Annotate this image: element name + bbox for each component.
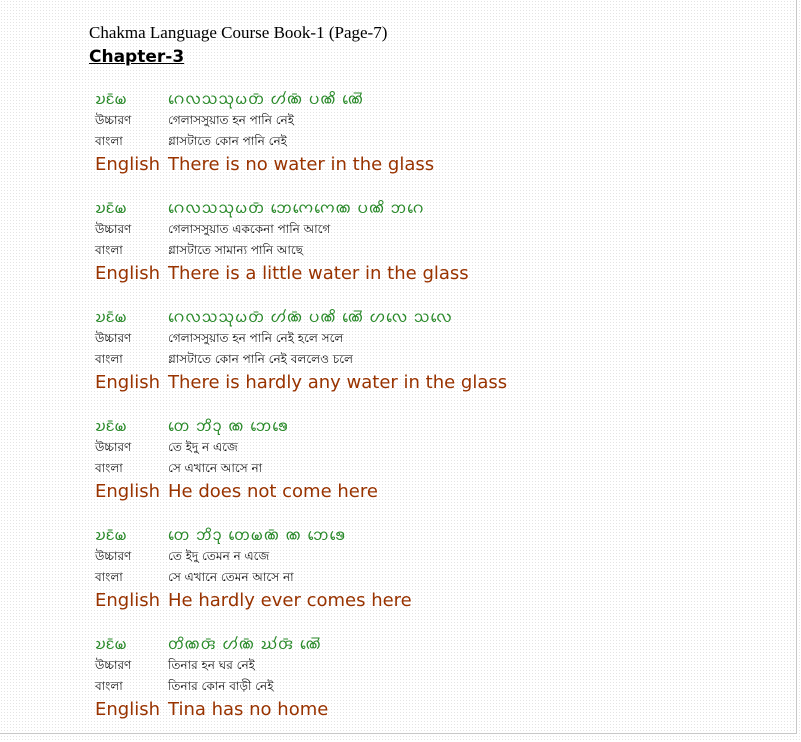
chakma-text: 𑄖𑄨𑄚𑄢𑄴 𑄦𑄧𑄚𑄴 𑄊𑄧𑄢𑄴 𑄚𑄬𑄭 bbox=[168, 635, 322, 653]
pronunciation-label: উচ্চারণ bbox=[95, 658, 132, 672]
pronunciation-text: গেলাসসুয়াত এককেনা পানি আগে bbox=[168, 222, 331, 236]
bangla-text: তিনার কোন বাড়ী নেই bbox=[168, 679, 274, 693]
english-row bbox=[95, 479, 785, 505]
pronunciation-text: তে ইদু তেমন ন এজে bbox=[168, 549, 270, 563]
lesson-entry bbox=[95, 524, 785, 633]
chakma-row bbox=[95, 524, 785, 546]
english-label: English bbox=[95, 481, 160, 502]
bangla-row bbox=[95, 458, 785, 479]
pronunciation-label: উচ্চারণ bbox=[95, 331, 132, 345]
pronunciation-label: উচ্চারণ bbox=[95, 440, 132, 454]
pronunciation-text: গেলাসসুয়াত হন পানি নেই হলে সলে bbox=[168, 331, 344, 345]
lesson-entries bbox=[95, 88, 785, 742]
english-row bbox=[95, 152, 785, 178]
bangla-row bbox=[95, 567, 785, 588]
bangla-text: সে এখানে তেমন আসে না bbox=[168, 570, 294, 584]
chakma-label: 𑄌𑄋𑄴𑄟 bbox=[95, 635, 127, 653]
pronunciation-label: উচ্চারণ bbox=[95, 549, 132, 563]
lesson-entry bbox=[95, 197, 785, 306]
chakma-row bbox=[95, 197, 785, 219]
english-text: Tina has no home bbox=[168, 699, 329, 720]
english-text: There is a little water in the glass bbox=[168, 263, 469, 284]
bangla-label: বাংলা bbox=[95, 134, 123, 148]
bangla-row bbox=[95, 676, 785, 697]
pronunciation-row bbox=[95, 328, 785, 349]
bangla-text: গ্লাসটাতে কোন পানি নেই বললেও চলে bbox=[168, 352, 353, 366]
pronunciation-label: উচ্চারণ bbox=[95, 113, 132, 127]
document-title: Chakma Language Course Book-1 (Page-7) bbox=[89, 23, 388, 42]
bangla-label: বাংলা bbox=[95, 352, 123, 366]
bangla-row bbox=[95, 131, 785, 152]
chakma-text: 𑄖𑄬 𑄃𑄨𑄘𑄪 𑄚 𑄃𑄬𑄎𑄬 bbox=[168, 417, 289, 435]
english-row bbox=[95, 370, 785, 396]
lesson-entry bbox=[95, 88, 785, 197]
chakma-label: 𑄌𑄋𑄴𑄟 bbox=[95, 308, 127, 326]
pronunciation-row bbox=[95, 655, 785, 676]
pronunciation-text: গেলাসসুয়াত হন পানি নেই bbox=[168, 113, 294, 127]
chakma-label: 𑄌𑄋𑄴𑄟 bbox=[95, 90, 127, 108]
english-label: English bbox=[95, 154, 160, 175]
pronunciation-row bbox=[95, 110, 785, 131]
bangla-label: বাংলা bbox=[95, 243, 123, 257]
page-header bbox=[89, 23, 387, 68]
chakma-row bbox=[95, 415, 785, 437]
bangla-row bbox=[95, 349, 785, 370]
english-text: There is no water in the glass bbox=[168, 154, 435, 175]
chakma-row bbox=[95, 633, 785, 655]
bangla-row bbox=[95, 240, 785, 261]
chakma-row bbox=[95, 306, 785, 328]
pronunciation-label: উচ্চারণ bbox=[95, 222, 132, 236]
pronunciation-row bbox=[95, 546, 785, 567]
chakma-row bbox=[95, 88, 785, 110]
bangla-label: বাংলা bbox=[95, 570, 123, 584]
english-text: There is hardly any water in the glass bbox=[168, 372, 508, 393]
chakma-text: 𑄉𑄬𑄣𑄥𑄥𑄪𑄠𑄖𑄴 𑄦𑄧𑄚𑄴 𑄛𑄚𑄨 𑄚𑄬𑄭 𑄦𑄣𑄬 𑄥𑄣𑄬 bbox=[168, 308, 453, 326]
english-label: English bbox=[95, 263, 160, 284]
lesson-entry bbox=[95, 633, 785, 742]
lesson-entry bbox=[95, 306, 785, 415]
bangla-label: বাংলা bbox=[95, 461, 123, 475]
chakma-label: 𑄌𑄋𑄴𑄟 bbox=[95, 417, 127, 435]
pronunciation-text: তিনার হন ঘর নেই bbox=[168, 658, 255, 672]
bangla-label: বাংলা bbox=[95, 679, 123, 693]
chapter-heading: Chapter-3 bbox=[89, 47, 185, 67]
english-text: He does not come here bbox=[168, 481, 378, 502]
pronunciation-text: তে ইদু ন এজে bbox=[168, 440, 238, 454]
chakma-label: 𑄌𑄋𑄴𑄟 bbox=[95, 199, 127, 217]
lesson-entry bbox=[95, 415, 785, 524]
english-label: English bbox=[95, 699, 160, 720]
chakma-text: 𑄉𑄬𑄣𑄥𑄥𑄪𑄠𑄖𑄴 𑄃𑄬𑄇𑄬𑄇𑄬𑄚 𑄛𑄚𑄨 𑄃𑄉𑄬 bbox=[168, 199, 425, 217]
bangla-text: গ্লাসটাতে সামান্য পানি আছে bbox=[168, 243, 303, 257]
bangla-text: সে এখানে আসে না bbox=[168, 461, 263, 475]
english-row bbox=[95, 588, 785, 614]
bangla-text: গ্লাসটাতে কোন পানি নেই bbox=[168, 134, 287, 148]
english-text: He hardly ever comes here bbox=[168, 590, 412, 611]
english-label: English bbox=[95, 590, 160, 611]
english-row bbox=[95, 261, 785, 287]
chakma-label: 𑄌𑄋𑄴𑄟 bbox=[95, 526, 127, 544]
english-label: English bbox=[95, 372, 160, 393]
chakma-text: 𑄖𑄬 𑄃𑄨𑄘𑄪 𑄖𑄬𑄟𑄚𑄴 𑄚 𑄃𑄬𑄎𑄬 bbox=[168, 526, 346, 544]
pronunciation-row bbox=[95, 219, 785, 240]
english-row bbox=[95, 697, 785, 723]
pronunciation-row bbox=[95, 437, 785, 458]
chakma-text: 𑄉𑄬𑄣𑄥𑄥𑄪𑄠𑄖𑄴 𑄦𑄧𑄚𑄴 𑄛𑄚𑄨 𑄚𑄬𑄭 bbox=[168, 90, 364, 108]
